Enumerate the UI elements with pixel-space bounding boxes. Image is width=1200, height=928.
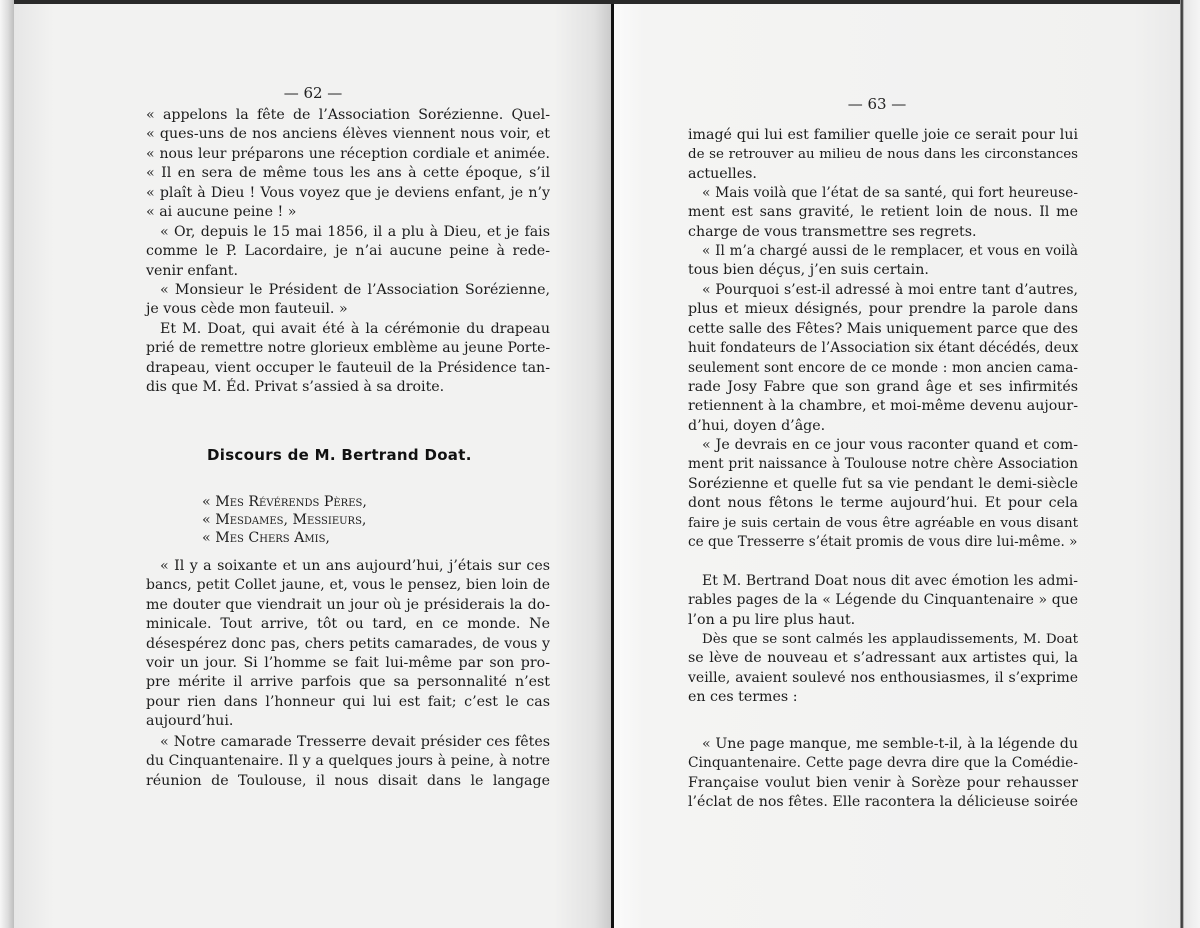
paragraph-notre-camarade [146,733,550,791]
paragraph-une-page-manque [688,735,1078,813]
text-line: l’éclat de nos fêtes. Elle racontera la délicieuse soirée [688,794,1078,811]
text-line: retiennent à la chambre, et moi-même devenu aujour- [688,398,1078,415]
text-line: dont nous fêtons le terme aujourd’hui. Et pour cela [688,495,1078,512]
right-page-edge [1180,0,1200,928]
text-line: tous bien déçus, j’en suis certain. [688,262,929,279]
salutation-line: « Mes Révérends Pères, [202,494,367,510]
paragraph-et-m-doat [146,320,550,398]
paragraph-je-devrais [688,436,1078,552]
text-line: « Je devrais en ce jour vous raconter quand et com- [702,437,1078,453]
paragraph-monsieur-le-president [146,281,550,320]
text-line: « appelons la fête de l’Association Sorézienne. Quel- [146,107,550,123]
text-line: ment est sans gravité, le retient loin de nous. Il me [688,204,1078,221]
text-line: Et M. Bertrand Doat nous dit avec émotion les admi- [702,573,1078,589]
section-heading: Discours de M. Bertrand Doat. [207,446,472,464]
text-line: « Monsieur le Président de l’Association Sorézienne, [160,282,550,298]
text-line: minicale. Tout arrive, tôt ou tard, en ce monde. Ne [146,616,550,633]
paragraph-remplacer [688,242,1078,281]
text-line: Cinquantenaire. Cette page devra dire que la Comédie- [688,755,1078,772]
text-line: l’on a pu lire plus haut. [688,611,856,628]
text-line: ce que Tresserre s’était promis de vous dire lui-même. » [688,534,1078,551]
text-line: faire je suis certain de vous être agréable en vous disant [688,515,1078,531]
text-line: aujourd’hui. [146,713,234,730]
salutation-line: « Mes Chers Amis, [202,530,330,546]
text-line: bancs, petit Collet jaune, et, vous le pensez, bien loin de [146,577,550,594]
text-line: cette salle des Fêtes? Mais uniquement parce que des [688,320,1078,337]
text-line: me douter que viendrait un jour où je présiderais la do- [146,596,550,613]
text-line: pour rien dans l’honneur qui lui est fait; c’est le cas [146,693,550,710]
text-line: seulement sont encore de ce monde : mon ancien cama- [688,359,1078,376]
text-line: rables pages de la « Légende du Cinquantenaire » que [688,592,1078,609]
text-line: d’hui, doyen d’âge. [688,417,826,434]
text-line: venir enfant. [146,262,238,279]
text-line: rade Josy Fabre que son grand âge et ses infirmités [688,379,1078,396]
text-line: Et M. Doat, qui avait été à la cérémonie du drapeau [160,321,550,337]
text-line: drapeau, vient occuper le fauteuil de la Présidence tan- [146,359,550,376]
paragraph-image-familier [688,126,1078,184]
text-line: comme le P. Lacordaire, je n’ai aucune peine à rede- [146,243,550,260]
text-line: Sorézienne et quelle fut sa vie pendant le demi-siècle [688,475,1078,492]
text-line: « Une page manque, me semble-t-il, à la légende du [702,736,1078,752]
text-line: réunion de Toulouse, il nous disait dans le langage [146,772,550,789]
page-number: — 62 — [283,84,343,102]
text-line: « Il y a soixante et un ans aujourd’hui, j’étais sur ces [160,558,550,574]
text-line: « Il m’a chargé aussi de le remplacer, et vous en voilà [702,243,1078,259]
left-page-edge [0,0,14,928]
text-line: « Pourquoi s’est-il adressé à moi entre tant d’autres, [702,282,1078,298]
text-line: dis que M. Éd. Privat s’assied à sa droite. [146,379,445,396]
text-line: « plaît à Dieu ! Vous voyez que je deviens enfant, je n’y [146,184,550,201]
text-line: en ces termes : [688,689,798,706]
salutation-line: « Mesdames, Messieurs, [202,512,367,528]
text-line: « Il en sera de même tous les ans à cette époque, s’il [146,165,550,182]
paragraph-quote-continuation [146,106,550,222]
paragraph-etat-de-sante [688,184,1078,242]
text-line: imagé qui lui est familier quelle joie ce serait pour lui [688,127,1078,143]
text-line: Française voulut bien venir à Sorèze pour rehausser [688,774,1078,791]
text-line: « Notre camarade Tresserre devait présider ces fêtes [160,734,550,750]
paragraph-soixante-et-un-ans [146,557,550,732]
text-line: voir un jour. Si l’homme se fait lui-même par son pro- [146,655,550,672]
left-page [14,4,612,928]
text-line: « ques-uns de nos anciens élèves viennent nous voir, et [146,126,550,143]
text-line: pre mérite il arrive parfois que sa personnalité n’est [146,674,550,691]
paragraph-legende [688,572,1078,630]
text-line: de se retrouver au milieu de nous dans les circonstances [688,147,1078,163]
salutations [202,493,367,547]
page-number: — 63 — [847,95,907,113]
text-line: je vous cède mon fauteuil. » [146,301,348,318]
paragraph-depuis-1856 [146,223,550,281]
text-line: prié de remettre notre glorieux emblème au jeune Porte- [146,340,551,357]
text-line: veille, avaient soulevé nos enthousiasmes, il s’exprime [688,669,1078,686]
text-line: plus et mieux désignés, pour prendre la parole dans [688,301,1078,318]
text-line: Dès que se sont calmés les applaudissements, M. Doat [702,632,1078,647]
text-line: charge de vous transmettre ses regrets. [688,223,977,240]
text-line: « ai aucune peine ! » [146,204,297,221]
text-line: « Mais voilà que l’état de sa santé, qui fort heureuse- [702,185,1078,201]
text-line: huit fondateurs de l’Association six étant décédés, deux [688,340,1079,357]
text-line: se lève de nouveau et s’adressant aux artistes qui, la [688,650,1078,667]
paragraph-pourquoi [688,281,1078,436]
paragraph-applaudissements [688,630,1078,708]
text-line: désespérez donc pas, chers petits camarades, de vous y [146,635,550,652]
text-line: « Or, depuis le 15 mai 1856, il a plu à Dieu, et je fais [160,224,550,240]
text-line: « nous leur préparons une réception cordiale et animée. [146,145,550,162]
text-line: ment prit naissance à Toulouse notre chère Association [688,456,1078,473]
right-page [614,4,1180,928]
text-line: du Cinquantenaire. Il y a quelques jours à peine, à notre [146,753,550,770]
text-line: actuelles. [688,165,757,182]
